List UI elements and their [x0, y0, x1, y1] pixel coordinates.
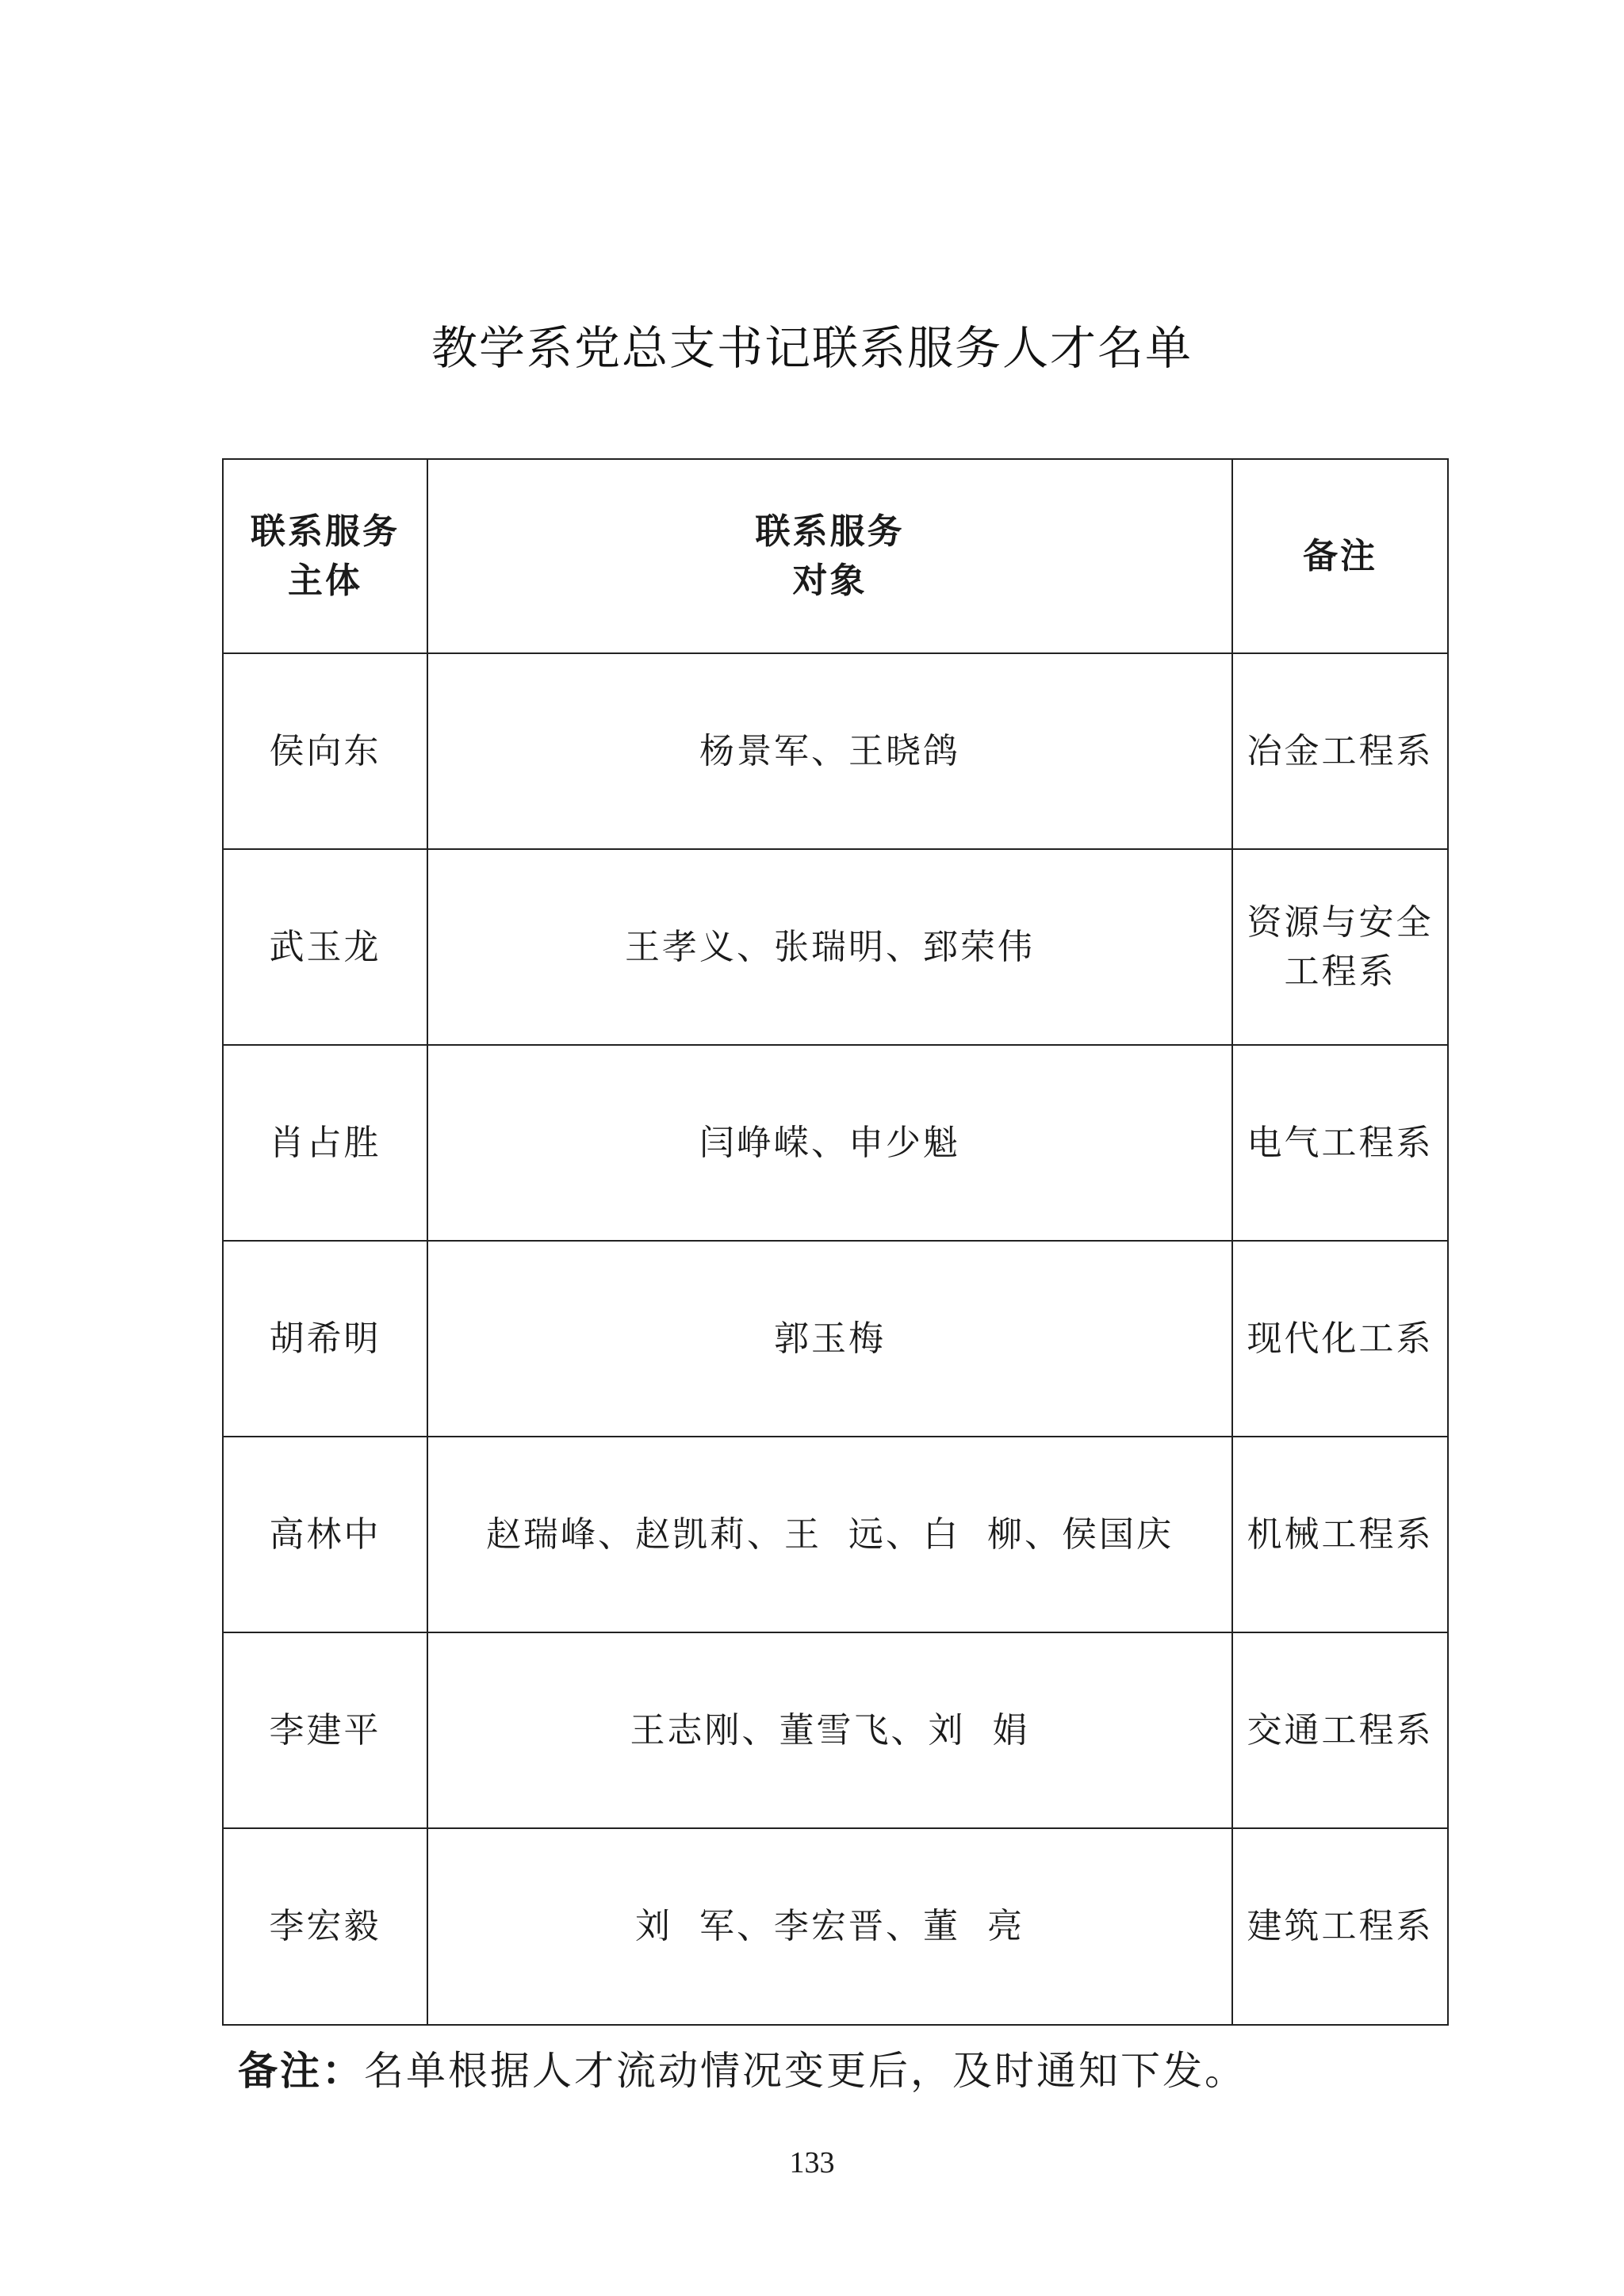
- table-row: [223, 1241, 1448, 1437]
- cell-objects: 王孝义、张瑞明、郅荣伟: [427, 849, 1232, 1045]
- header-subject: 联系服务 主体: [223, 459, 427, 653]
- page-number: 133: [789, 2146, 835, 2179]
- footer-note-label: 备注：: [238, 2048, 364, 2094]
- cell-note: 冶金工程系: [1232, 653, 1448, 849]
- contact-roster-table: [222, 458, 1449, 2026]
- cell-subject: 武玉龙: [223, 849, 427, 1045]
- table-row: [223, 1632, 1448, 1828]
- cell-objects: 闫峥嵘、申少魁: [427, 1045, 1232, 1241]
- cell-objects: 赵瑞峰、赵凯莉、王 远、白 柳、侯国庆: [427, 1437, 1232, 1632]
- cell-subject: 李宏毅: [223, 1828, 427, 2025]
- cell-subject: 李建平: [223, 1632, 427, 1828]
- header-note: 备注: [1232, 459, 1448, 653]
- cell-subject: 高林中: [223, 1437, 427, 1632]
- cell-subject: 肖占胜: [223, 1045, 427, 1241]
- cell-note: 交通工程系: [1232, 1632, 1448, 1828]
- header-objects: 联系服务 对象: [427, 459, 1232, 653]
- cell-objects: 杨景军、王晓鸽: [427, 653, 1232, 849]
- table-row: [223, 1828, 1448, 2025]
- cell-note: 建筑工程系: [1232, 1828, 1448, 2025]
- cell-subject: 胡希明: [223, 1241, 427, 1437]
- cell-note: 电气工程系: [1232, 1045, 1448, 1241]
- cell-objects: 郭玉梅: [427, 1241, 1232, 1437]
- cell-objects: 刘 军、李宏晋、董 亮: [427, 1828, 1232, 2025]
- table-row: [223, 653, 1448, 849]
- cell-note: 机械工程系: [1232, 1437, 1448, 1632]
- table-row: [223, 849, 1448, 1045]
- table-row: [223, 1045, 1448, 1241]
- cell-note: 资源与安全 工程系: [1232, 849, 1448, 1045]
- document-title: 教学系党总支书记联系服务人才名单: [431, 321, 1193, 375]
- cell-subject: 侯向东: [223, 653, 427, 849]
- table-header-row: [223, 459, 1448, 653]
- cell-objects: 王志刚、董雪飞、刘 娟: [427, 1632, 1232, 1828]
- footer-note-text: 名单根据人才流动情况变更后，及时通知下发。: [364, 2048, 1247, 2094]
- table-row: [223, 1437, 1448, 1632]
- cell-note: 现代化工系: [1232, 1241, 1448, 1437]
- footer-note: [238, 2039, 1247, 2096]
